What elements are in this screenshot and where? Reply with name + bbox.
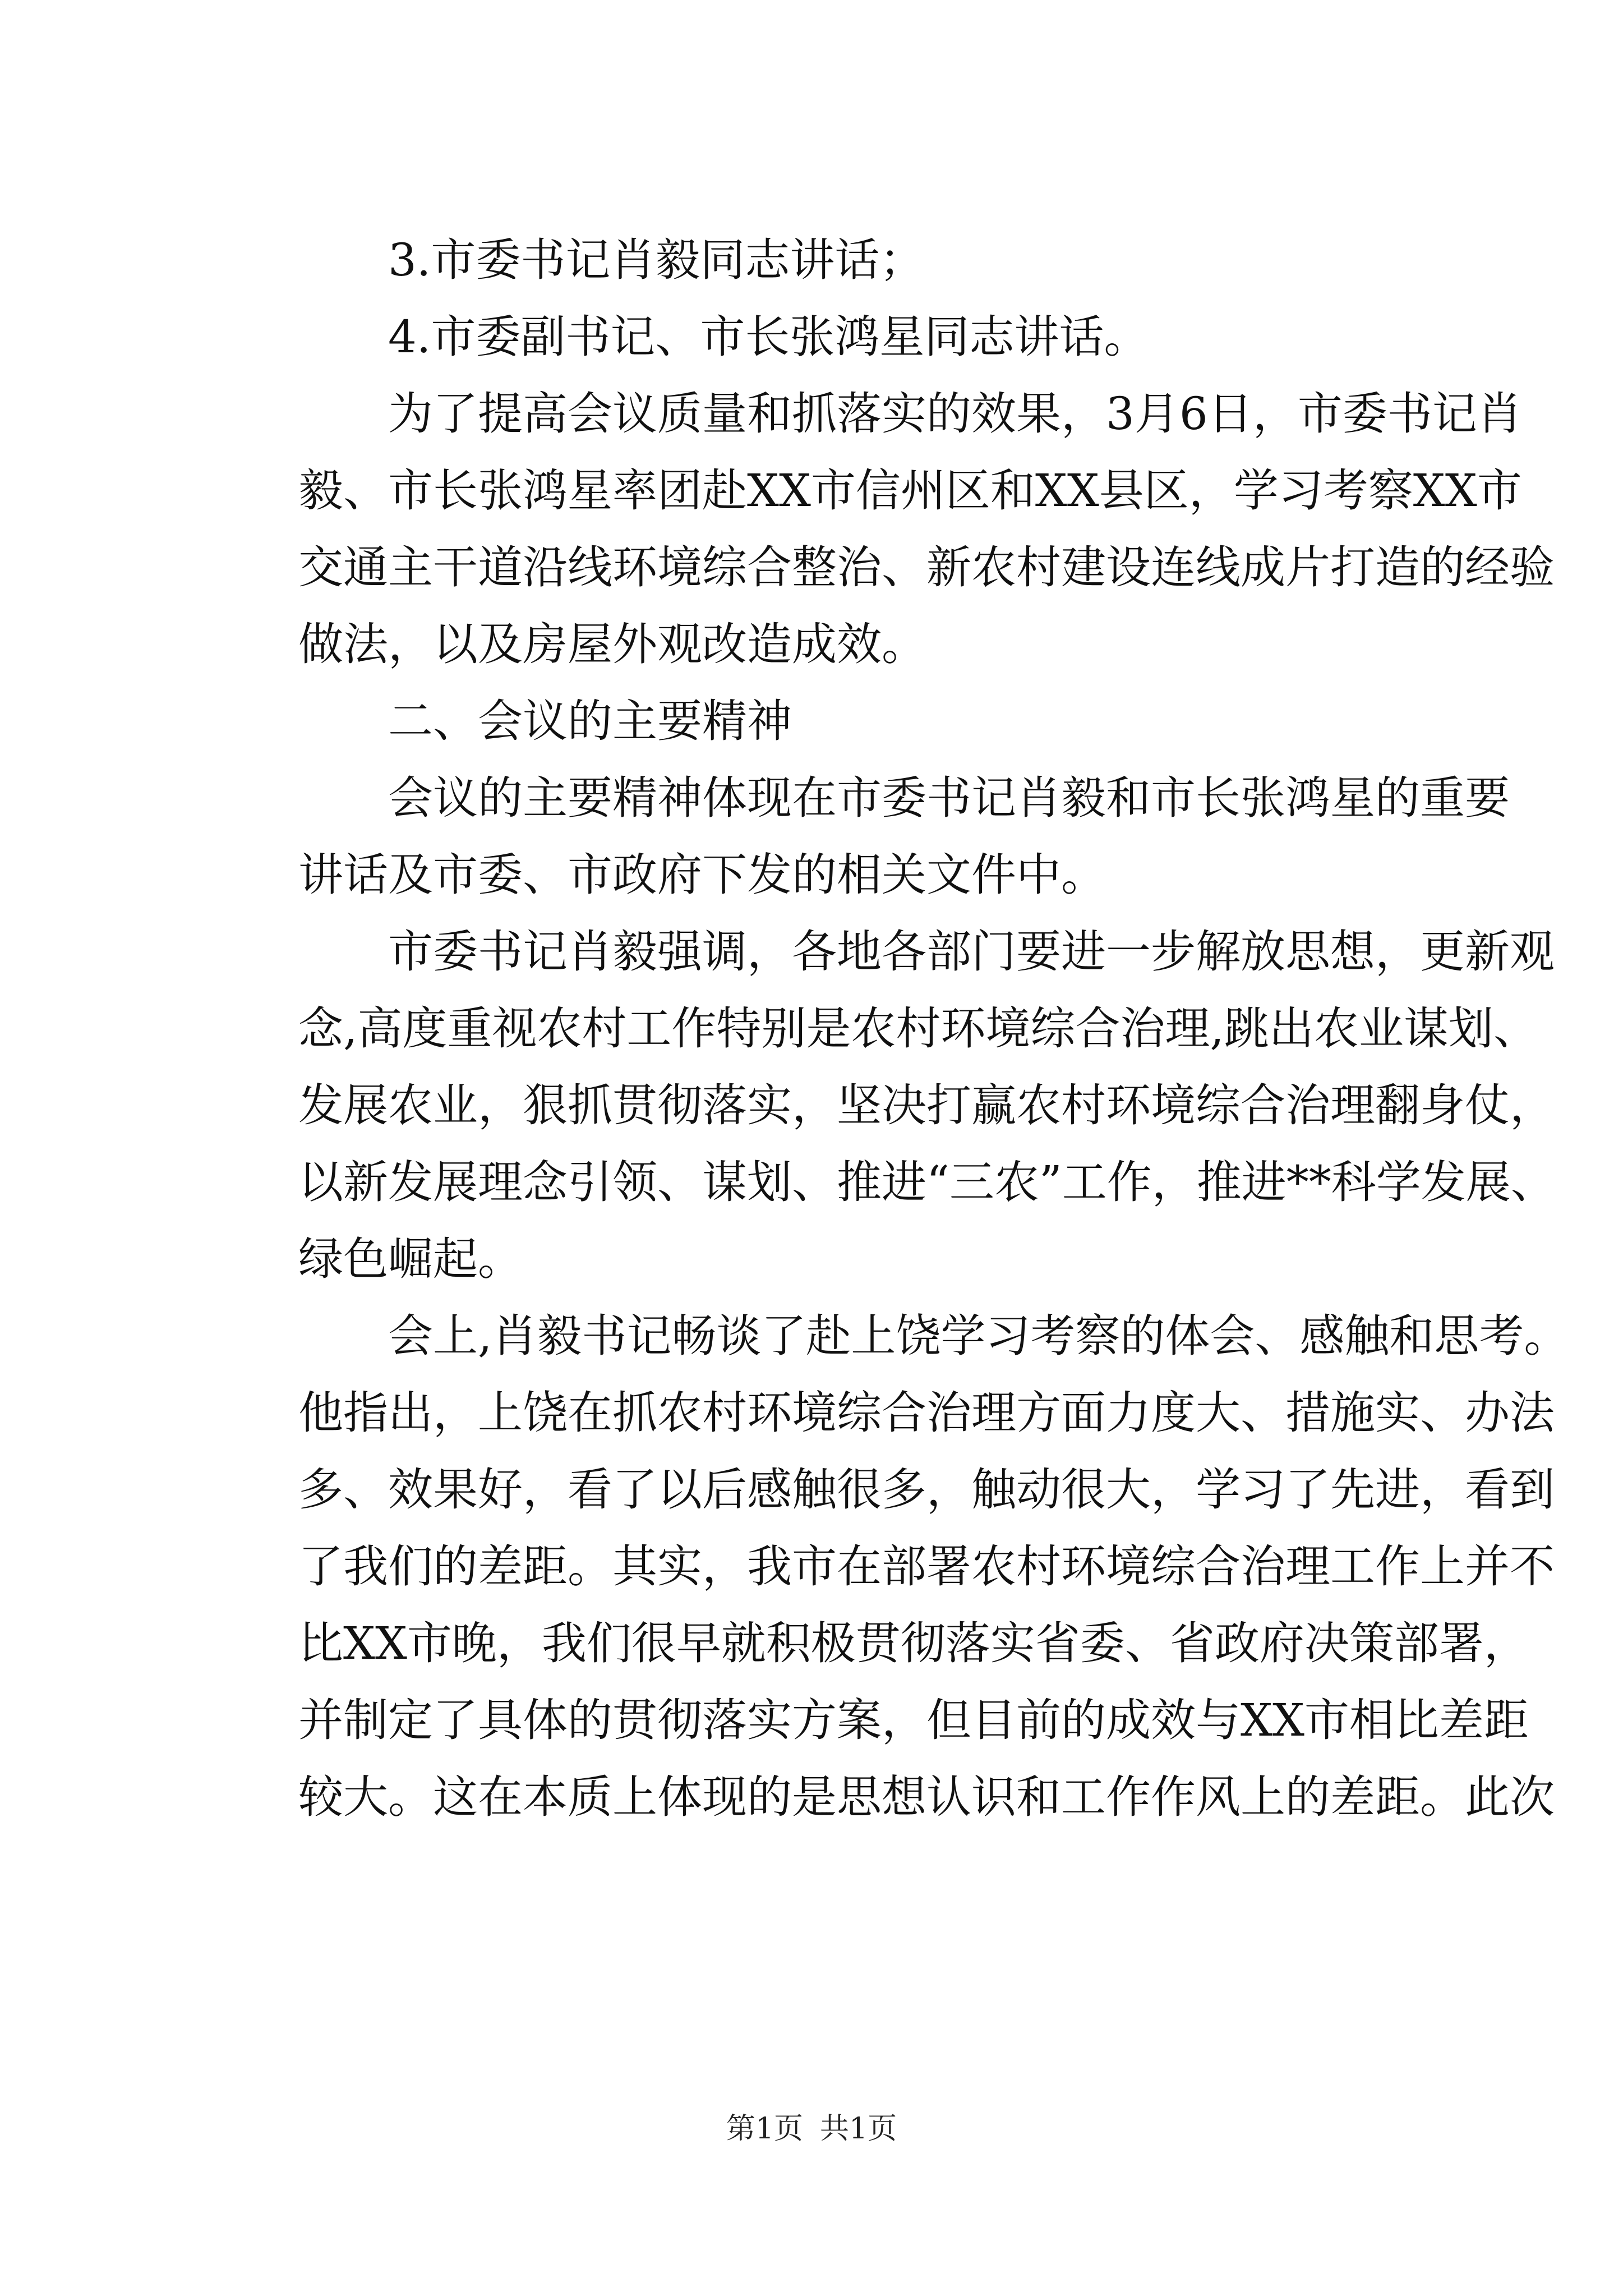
text-line: 做法，以及房屋外观改造成效。 [298,618,926,670]
text-line: 4.市委副书记、市长张鸿星同志讲话。 [388,311,1149,363]
text-line: 以新发展理念引领、谋划、推进“三农”工作，推进**科学发展、 [298,1156,1556,1208]
text-line: 了我们的差距。其实，我市在部署农村环境综合治理工作上并不 [298,1540,1555,1593]
text-line: 交通主干道沿线环境综合整治、新农村建设连线成片打造的经验 [298,541,1555,593]
text-line: 3.市委书记肖毅同志讲话； [388,234,925,286]
text-line: 发展农业，狠抓贯彻落实，坚决打赢农村环境综合治理翻身仗， [298,1079,1555,1131]
text-line: 会议的主要精神体现在市委书记肖毅和市长张鸿星的重要 [388,772,1510,824]
text-line: 绿色崛起。 [298,1233,523,1285]
text-line: 讲话及市委、市政府下发的相关文件中。 [298,849,1106,901]
text-line: 他指出，上饶在抓农村环境综合治理方面力度大、措施实、办法 [298,1387,1555,1439]
text-line: 较大。这在本质上体现的是思想认识和工作作风上的差距。此次 [298,1771,1555,1823]
page-number-current: 第1页 [726,2112,803,2146]
text-line: 为了提高会议质量和抓落实的效果，3月6日，市委书记肖 [388,388,1522,440]
text-line: 多、效果好，看了以后感触很多，触动很大，学习了先进，看到 [298,1464,1555,1516]
text-line: 比XX市晚，我们很早就积极贯彻落实省委、省政府决策部署， [298,1617,1529,1669]
document-body [298,222,1569,1835]
page-footer [0,2109,1623,2148]
page-number-total: 共1页 [820,2112,897,2146]
text-line: 毅、市长张鸿星率团赴XX市信州区和XX县区，学习考察XX市 [298,464,1522,517]
text-line: 二、会议的主要精神 [388,695,792,747]
text-line: 市委书记肖毅强调，各地各部门要进一步解放思想，更新观 [388,926,1555,978]
text-line: 念,高度重视农村工作特别是农村环境综合治理,跳出农业谋划、 [298,1002,1538,1055]
text-line: 并制定了具体的贯彻落实方案，但目前的成效与XX市相比差距 [298,1694,1529,1746]
text-line: 会上,肖毅书记畅谈了赴上饶学习考察的体会、感触和思考。 [388,1310,1569,1362]
